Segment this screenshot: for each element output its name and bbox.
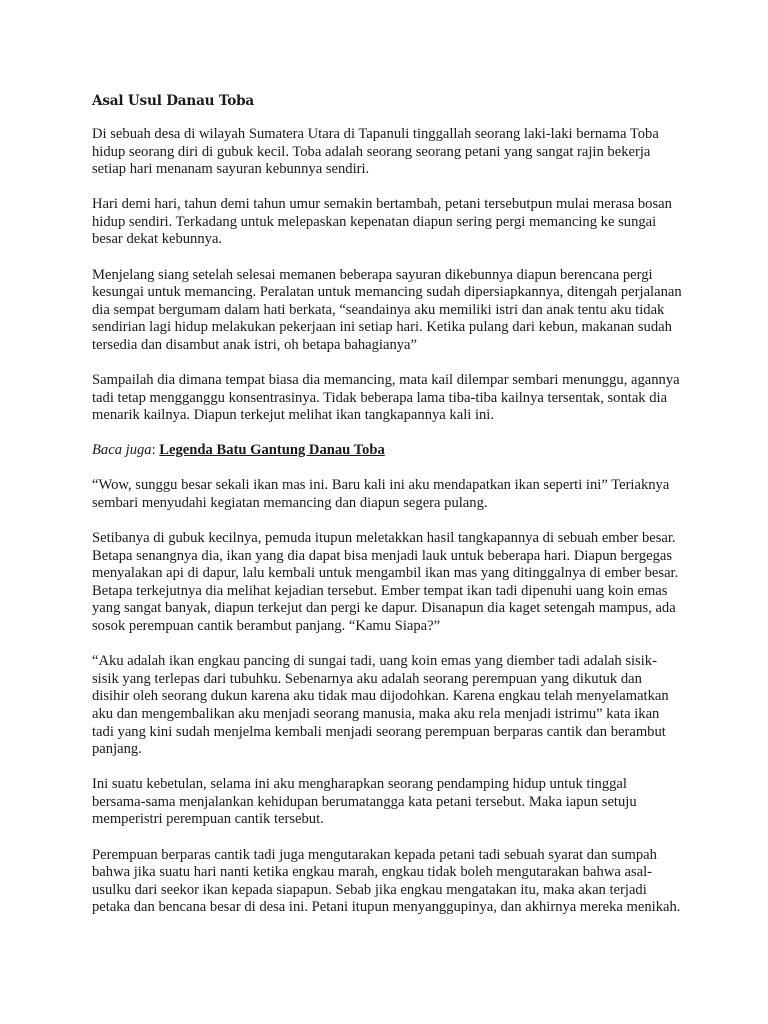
baca-juga-separator: :: [151, 442, 160, 459]
document-title: Asal Usul Danau Toba: [92, 93, 255, 109]
paragraph-1: Di sebuah desa di wilayah Sumatera Utara di Tapanuli tinggallah seorang laki-laki bernama Toba hidup seorang diri di gubuk kecil. Toba adalah seorang seorang petani yang sangat rajin bekerja setiap hari menanam sayuran kebunnya sendiri.: [92, 126, 659, 178]
paragraph-7: “Aku adalah ikan engkau pancing di sungai tadi, uang koin emas yang diember tadi adalah sisik-sisik yang terlepas dari tubuhku. Sebenarnya aku adalah seorang perempuan yang dikutuk dan disihir oleh seorang dukun karena aku tidak mau dijodohkan. Karena engkau telah menyelamatkan aku dan mengembalikan aku menjadi seorang manusia, maka aku rela menjadi istrimu” kata ikan tadi yang kini sudah menjelma kembali menjadi seorang perempuan berparas cantik dan berambut panjang.: [92, 653, 669, 758]
paragraph-2: Hari demi hari, tahun demi tahun umur semakin bertambah, petani tersebutpun mulai merasa bosan hidup sendiri. Terkadang untuk melepaskan kepenatan diapun sering pergi memancing ke sungai besar dekat kebunnya.: [92, 196, 672, 248]
baca-juga-link[interactable]: Legenda Batu Gantung Danau Toba: [159, 442, 385, 459]
paragraph-6: Setibanya di gubuk kecilnya, pemuda itupun meletakkan hasil tangkapannya di sebuah ember besar. Betapa senangnya dia, ikan yang dia dapat bisa menjadi lauk untuk beberapa hari. Diapun bergegas menyalakan api di dapur, lalu kembali untuk mengambil ikan mas yang ditinggalnya di ember besar. Betapa terkejutnya dia melihat kejadian tersebut. Ember tempat ikan tadi dipenuhi uang koin emas yang sangat banyak, diapun terkejut dan pergi ke dapur. Disanapun dia kaget setengah mampus, ada sosok perempuan cantik berambut panjang. “Kamu Siapa?”: [92, 530, 679, 635]
document-page: [92, 92, 682, 934]
paragraph-9: Perempuan berparas cantik tadi juga mengutarakan kepada petani tadi sebuah syarat dan sumpah bahwa jika suatu hari nanti ketika engkau marah, engkau tidak boleh mengutarakan bahwa asal-usulku dari seekor ikan kepada siapapun. Sebab jika engkau mengatakan itu, maka akan terjadi petaka dan bencana besar di desa ini. Petani itupun menyanggupinya, dan akhirnya mereka menikah.: [92, 846, 681, 916]
paragraph-5: “Wow, sunggu besar sekali ikan mas ini. Baru kali ini aku mendapatkan ikan seperti ini” Teriaknya sembari menyudahi kegiatan memancing dan diapun segera pulang.: [92, 477, 670, 511]
paragraph-4: Sampailah dia dimana tempat biasa dia memancing, mata kail dilempar sembari menunggu, agannya tadi tetap mengganggu konsentrasinya. Tidak beberapa lama tiba-tiba kailnya tersentak, sontak dia menarik kailnya. Diapun terkejut melihat ikan tangkapannya kali ini.: [92, 372, 680, 424]
baca-juga-label: Baca juga: [92, 442, 152, 459]
baca-juga-line: [92, 442, 682, 460]
paragraph-3: Menjelang siang setelah selesai memanen beberapa sayuran dikebunnya diapun berencana pergi kesungai untuk memancing. Peralatan untuk memancing sudah dipersiapkannya, ditengah perjalanan dia sempat bergumam dalam hati berkata, “seandainya aku memiliki istri dan anak tentu aku tidak sendirian lagi hidup melakukan pekerjaan ini setiap hari. Ketika pulang dari kebun, makanan sudah tersedia dan disambut anak istri, oh betapa bahagianya”: [92, 266, 682, 353]
paragraph-8: Ini suatu kebetulan, selama ini aku mengharapkan seorang pendamping hidup untuk tinggal bersama-sama menjalankan kehidupan berumatangga kata petani tersebut. Maka iapun setuju memperistri perempuan cantik tersebut.: [92, 776, 637, 828]
